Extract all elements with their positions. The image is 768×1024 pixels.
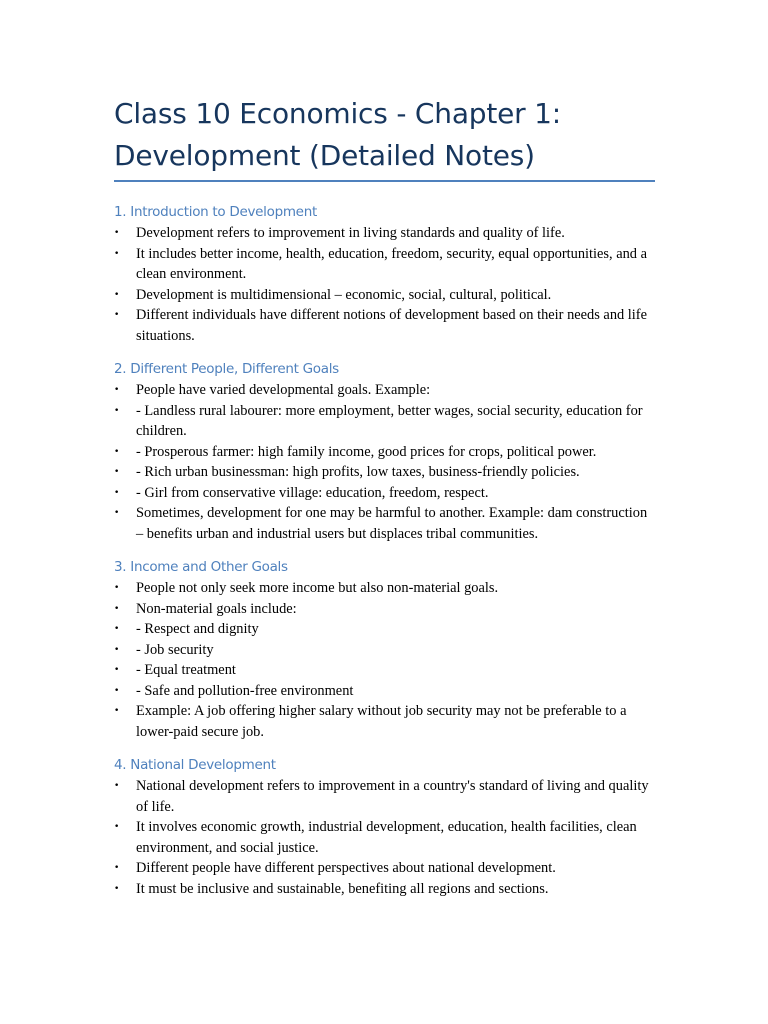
bullet-icon: • [114,644,120,655]
list-item-text: - Girl from conservative village: education, freedom, respect. [136,484,489,501]
list-item-text: - Safe and pollution-free environment [136,682,354,699]
bullet-icon: • [114,883,120,894]
bullet-icon: • [114,467,120,477]
bullet-icon: • [114,665,120,675]
bullet-icon: • [114,385,120,395]
list-item-text: Different individuals have different notions of development based on their needs and life situations. [136,307,647,344]
list-item-text: - Equal treatment [136,662,236,678]
list-item-text: Development is multidimensional – economic, social, cultural, political. [136,286,552,303]
list-item-text: Different people have different perspectives about national development. [136,860,556,876]
list-item [114,660,656,681]
bullet-icon: • [114,446,120,457]
list-item [114,858,656,879]
list-item [114,879,656,900]
title-underline [114,180,655,182]
list-item [114,578,656,599]
list-item [114,401,656,442]
list-item [114,305,656,346]
title-line-1: Class 10 Economics - Chapter 1: [114,97,562,130]
list-item [114,483,656,504]
list-item [114,503,656,544]
bullet-icon: • [114,508,120,518]
bullet-list [114,776,656,899]
section-income-goals [114,557,656,742]
list-item [114,380,656,401]
bullet-icon: • [114,310,120,320]
bullet-list [114,578,656,742]
list-item-text: People have varied developmental goals. Example: [136,382,431,398]
list-item-text: - Landless rural labourer: more employment, better wages, social security, education for children. [136,402,643,439]
section-national-development [114,755,656,899]
bullet-icon: • [114,583,120,593]
list-item-text: - Prosperous farmer: high family income, good prices for crops, political power. [136,443,597,460]
list-item-text: Sometimes, development for one may be harmful to another. Example: dam construction – benefits urban and industrial users but displaces tribal communities. [136,505,648,542]
bullet-icon: • [114,603,120,614]
section-heading: 4. National Development [114,757,276,773]
section-heading: 3. Income and Other Goals [114,559,288,575]
bullet-list [114,380,656,544]
list-item-text: - Rich urban businessman: high profits, low taxes, business-friendly policies. [136,464,580,480]
section-heading: 1. Introduction to Development [114,204,317,220]
list-item [114,462,656,483]
page-title [114,93,656,177]
list-item [114,681,656,702]
title-line-2: Development (Detailed Notes) [114,139,535,172]
list-item-text: Non-material goals include: [136,600,297,617]
section-introduction [114,202,656,346]
list-item-text: Example: A job offering higher salary without job security may not be preferable to a lower-paid secure job. [136,703,627,740]
bullet-icon: • [114,706,120,716]
list-item-text: It involves economic growth, industrial development, education, health facilities, clean environment, and social justice. [136,819,637,856]
list-item-text: - Respect and dignity [136,621,259,637]
bullet-icon: • [114,685,120,696]
bullet-icon: • [114,405,120,416]
bullet-icon: • [114,822,120,832]
list-item [114,244,656,285]
list-item-text: Development refers to improvement in living standards and quality of life. [136,225,565,241]
list-item [114,619,656,640]
list-item [114,285,656,306]
bullet-icon: • [114,624,120,634]
bullet-icon: • [114,487,120,498]
bullet-list [114,223,656,346]
section-different-goals [114,359,656,544]
list-item [114,640,656,661]
list-item [114,599,656,620]
list-item [114,701,656,742]
bullet-icon: • [114,228,120,238]
list-item-text: National development refers to improvement in a country's standard of living and quality of life. [136,778,649,815]
bullet-icon: • [114,248,120,259]
list-item [114,776,656,817]
list-item [114,442,656,463]
bullet-icon: • [114,863,120,873]
bullet-icon: • [114,781,120,791]
list-item-text: - Job security [136,641,214,658]
list-item [114,223,656,244]
bullet-icon: • [114,289,120,300]
list-item [114,817,656,858]
document-page [114,93,656,899]
list-item-text: It includes better income, health, education, freedom, security, equal opportunities, and a clean environment. [136,245,647,282]
section-heading: 2. Different People, Different Goals [114,361,339,377]
list-item-text: It must be inclusive and sustainable, benefiting all regions and sections. [136,880,549,897]
list-item-text: People not only seek more income but also non-material goals. [136,580,499,596]
